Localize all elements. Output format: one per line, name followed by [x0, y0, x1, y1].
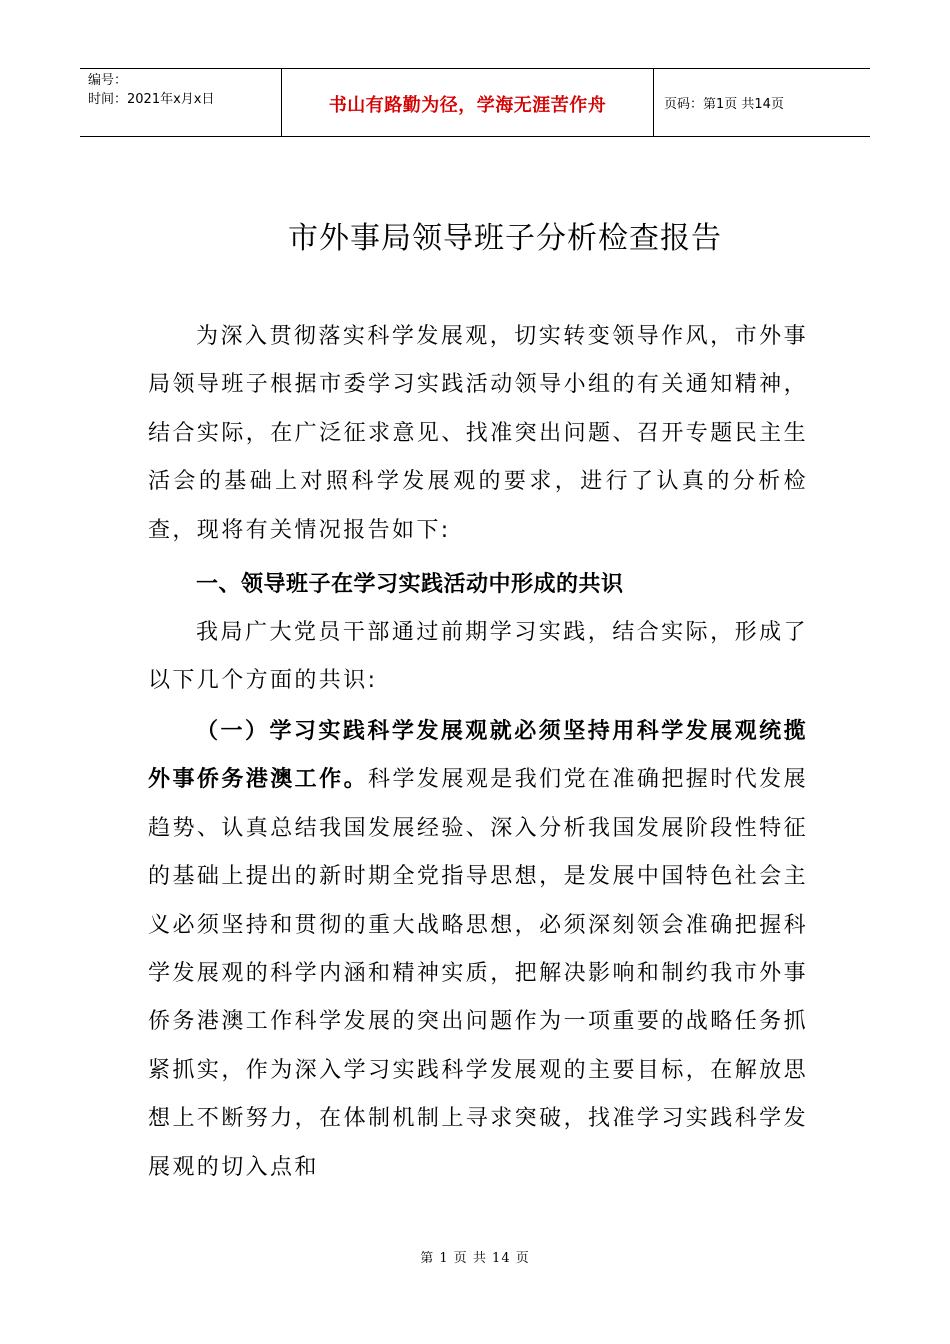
document-title: 市外事局领导班子分析检查报告	[288, 221, 722, 256]
number-label: 编号：	[88, 73, 128, 88]
time-label: 时间：2021年x月x日	[88, 92, 215, 107]
header-divider	[653, 69, 654, 136]
header-motto: 书山有路勤为径，学海无涯苦作舟	[328, 95, 607, 116]
section-paragraph: 我局广大党员干部通过前期学习实践，结合实际，形成了以下几个方面的共识:	[148, 620, 808, 694]
point-paragraph	[148, 708, 808, 1192]
header-page-info: 页码：第1页 共14页	[664, 97, 784, 112]
point-heading: （一）学习实践科学发展观就必须坚持用科学发展观统揽外事侨务港澳工作。	[148, 719, 808, 793]
intro-paragraph: 为深入贯彻落实科学发展观，切实转变领导作风，市外事局领导班子根据市委学习实践活动领导小组的有关通知精神，结合实际，在广泛征求意见、找准突出问题、召开专题民主生活会的基础上对照科学发展观的要求，进行了认真的分析检查，现将有关情况报告如下:	[148, 324, 808, 543]
header-table	[80, 68, 870, 137]
page-footer: 第 1 页 共 14 页	[420, 1251, 530, 1266]
section-heading: 一、领导班子在学习实践活动中形成的共识	[196, 572, 624, 597]
point-text: 科学发展观是我们党在准确把握时代发展趋势、认真总结我国发展经验、深入分析我国发展阶段性特征的基础上提出的新时期全党指导思想，是发展中国特色社会主义必须坚持和贯彻的重大战略思想，必须深刻领会准确把握科学发展观的科学内涵和精神实质，把解决影响和制约我市外事侨务港澳工作科学发展的突出问题作为一项重要的战略任务抓紧抓实，作为深入学习实践科学发展观的主要目标，在解放思想上不断努力，在体制机制上寻求突破，找准学习实践科学发展观的切入点和	[148, 767, 808, 1180]
header-meta	[88, 71, 214, 109]
